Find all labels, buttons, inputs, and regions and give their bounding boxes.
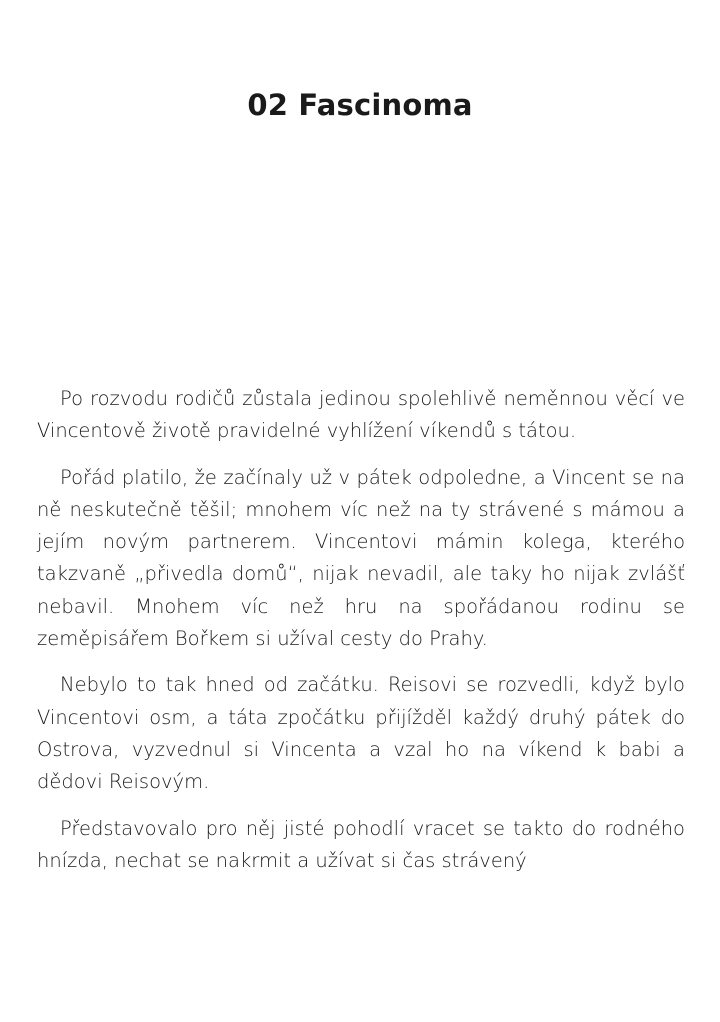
chapter-text xyxy=(37,383,685,891)
paragraph: Pořád platilo, že začínaly už v pátek odpoledne, a Vincent se na ně neskutečně těšil; mnohem víc než na ty strávené s mámou a jejím novým partnerem. Vincentovi mámin kolega, kterého takzvaně „přivedla domů“, nijak nevadil, ale taky ho nijak zvlášť nebavil. Mnohem víc než hru na spořádanou rodinu se zeměpisářem Bořkem si užíval cesty do Prahy. xyxy=(37,465,685,651)
chapter-title: 02 Fascinoma xyxy=(247,88,473,122)
paragraph: Po rozvodu rodičů zůstala jedinou spolehlivě neměnnou věcí ve Vincentově životě pravidelné vyhlížení víkendů s tátou. xyxy=(37,387,685,443)
paragraph: Představovalo pro něj jisté pohodlí vracet se takto do rodného hnízda, nechat se nakrmit a užívat si čas strávený xyxy=(37,816,685,872)
paragraph: Nebylo to tak hned od začátku. Reisovi se rozvedli, když bylo Vincentovi osm, a táta zpočátku přijížděl každý druhý pátek do Ostrova, vyzvednul si Vincenta a vzal ho na víkend k babi a dědovi Reisovým. xyxy=(37,673,685,794)
